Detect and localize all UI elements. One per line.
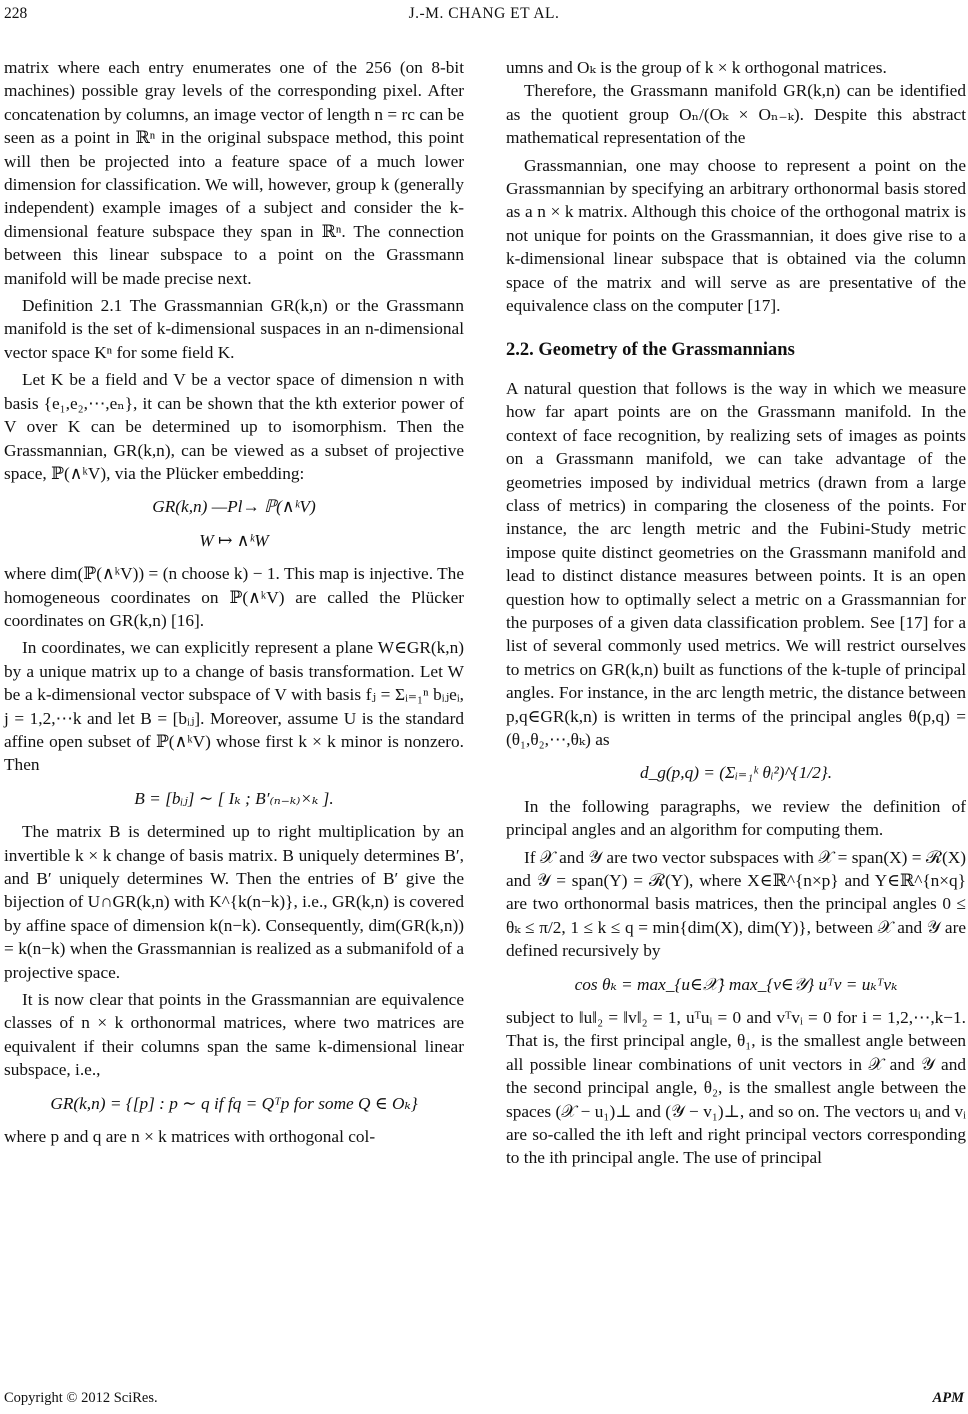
paragraph: A natural question that follows is the way in which we measure how far apart points are on the Grassmann manifold. In the context of face recognition, by realizing sets of images as points on a Grassmann manifold, we can take advantage of the geometries imposed by individual metrics (drawn from a large class of metrics) in comparing the closeness of the points. For instance, the arc length metric and the Fubini-Study metric impose quite distinct geometries on the Grassmann manifold and lead to distinct distance measures between points. It is an open question how to optimally select a metric on a Grassmannian for the purposes of a given data classification problem. See [17] for a list of several commonly used metrics. We will restrict ourselves to metrics on GR(k,n) built as functions of the k-tuple of principal angles. For instance, in the arc length metric, the distance between p,q∈GR(k,n) is written in terms of the principal angles θ(p,q) = (θ₁,θ₂,⋯,θₖ) as (506, 378, 966, 749)
equation-principal-angle: cos θₖ = max_{u∈𝒳} max_{v∈𝒴} uᵀv = uₖᵀvₖ (574, 974, 898, 994)
equation-plucker-map: GR(k,n) —Pl→ ℙ(∧ᵏV) (152, 497, 316, 517)
paragraph: where p and q are n × k matrices with orthogonal col- (4, 1127, 376, 1147)
equation-distance: d_g(p,q) = (Σᵢ₌₁ᵏ θᵢ²)^{1/2}. (639, 763, 833, 783)
journal-abbrev: APM (932, 1390, 964, 1406)
copyright-notice: Copyright © 2012 SciRes. (4, 1390, 158, 1406)
section-heading: 2.2. Geometry of the Grassmannians (506, 340, 795, 361)
paragraph: In coordinates, we can explicitly represent a plane W∈GR(k,n) by a unique matrix up to a change of basis transformation. Let W be a k-dimensional vector subspace of V with basis fⱼ = Σᵢ₌₁ⁿ bᵢⱼeᵢ, j = 1,2,⋯k and let B = [bᵢⱼ]. Moreover, assume U is the standard affine open subset of ℙ(∧ᵏV) whose first k × k minor is nonzero. Then (4, 638, 464, 775)
page-number: 228 (4, 5, 28, 22)
definition: Definition 2.1 The Grassmannian GR(k,n) or the Grassmann manifold is the set of k-dimensional suspaces in an n-dimensional vector space Kⁿ for some field K. (4, 296, 464, 362)
paragraph: matrix where each entry enumerates one of the 256 (on 8-bit machines) possible gray levels of the corresponding pixel. After concatenation by columns, an image vector of length n = rc can be seen as a point in ℝⁿ in the original subspace method, this point will then be projected into a feature space of a much lower dimension for classification. We will, however, group k (generally independent) example images of a subject and consider the k-dimensional feature subspace they span in ℝⁿ. The connection between this linear subspace to a point on the Grassmann manifold will be made precise next. (4, 58, 464, 288)
equation-equivalence: GR(k,n) = {[p] : p ∼ q if fq = Qᵀp for some Q ∈ Oₖ} (50, 1093, 418, 1113)
paragraph: Therefore, the Grassmann manifold GR(k,n) can be identified as the quotient group Oₙ/(Oₖ × Oₙ₋ₖ). Despite this abstract mathematical representation of the (506, 81, 966, 148)
paragraph: In the following paragraphs, we review the definition of principal angles and an algorithm for computing them. (506, 796, 966, 840)
paragraph: It is now clear that points in the Grassmannian are equivalence classes of n × k orthonormal matrices, where two matrices are equivalent if their columns span the same k-dimensional linear subspace, i.e., (4, 990, 464, 1080)
equation-matrix-b: B = [bᵢⱼ] ∼ [ Iₖ ; B′₍ₙ₋ₖ₎×ₖ ]. (134, 788, 334, 808)
paragraph: Let K be a field and V be a vector space of dimension n with basis {e₁,e₂,⋯,eₙ}, it can be shown that the kth exterior power of V over K can be determined up to isomorphism. Then the Grassmannian, GR(k,n), can be viewed as a subset of projective space, ℙ(∧ᵏV), via the Plücker embedding: (4, 370, 464, 483)
equation-plucker-element: W ↦ ∧ᵏW (199, 530, 269, 550)
paragraph: subject to ‖u‖₂ = ‖v‖₂ = 1, uᵀuᵢ = 0 and vᵀvᵢ = 0 for i = 1,2,⋯,k−1. That is, the first principal angle, θ₁, is the smallest angle between all possible linear combinations of unit vectors in 𝒳 and 𝒴 and the second principal angle, θ₂, is the smallest angle between the spaces (𝒳 − u₁)⊥ and (𝒴 − v₁)⊥, and so on. The vectors uᵢ and vᵢ are so-called the ith left and right principal vectors corresponding to the ith principal angle. The use of principal (506, 1008, 966, 1168)
paragraph: Grassmannian, one may choose to represent a point on the Grassmannian by specifying an arbitrary orthonormal basis stored as a n × k matrix. Although this choice of the orthogonal matrix is not unique for points on the Grassmannian, it does give rise to a k-dimensional linear subspace that is obtained via the column space of the matrix and will serve as are presentative of the equivalence class on the computer [17]. (506, 155, 966, 316)
paragraph: If 𝒳 and 𝒴 are two vector subspaces with 𝒳 = span(X) = ℛ(X) and 𝒴 = span(Y) = ℛ(Y), where X∈ℝ^{n×p} and Y∈ℝ^{n×q} are two orthonormal basis matrices, then the principal angles 0 ≤ θₖ ≤ π/2, 1 ≤ k ≤ q = min{dim(X), dim(Y)}, between 𝒳 and 𝒴 are defined recursively by (506, 847, 966, 961)
left-column (4, 56, 464, 1148)
paragraph: umns and Oₖ is the group of k × k orthogonal matrices. (506, 58, 887, 77)
paragraph: where dim(ℙ(∧ᵏV)) = (n choose k) − 1. This map is injective. The homogeneous coordinates on ℙ(∧ᵏV) are called the Plücker coordinates on GR(k,n) [16]. (4, 564, 464, 630)
right-column (506, 56, 966, 1170)
paragraph: The matrix B is determined up to right multiplication by an invertible k × k change of basis matrix. B uniquely determines B′, and B′ uniquely determines W. Then the entries of B′ give the bijection of U∩GR(k,n) with K^{k(n−k)}, i.e., GR(k,n) is covered by affine space of dimension k(n−k). Consequently, dim(GR(k,n)) = k(n−k) when the Grassmannian is realized as a submanifold of a projective space. (4, 822, 464, 982)
running-title: J.-M. CHANG ET AL. (408, 5, 560, 22)
